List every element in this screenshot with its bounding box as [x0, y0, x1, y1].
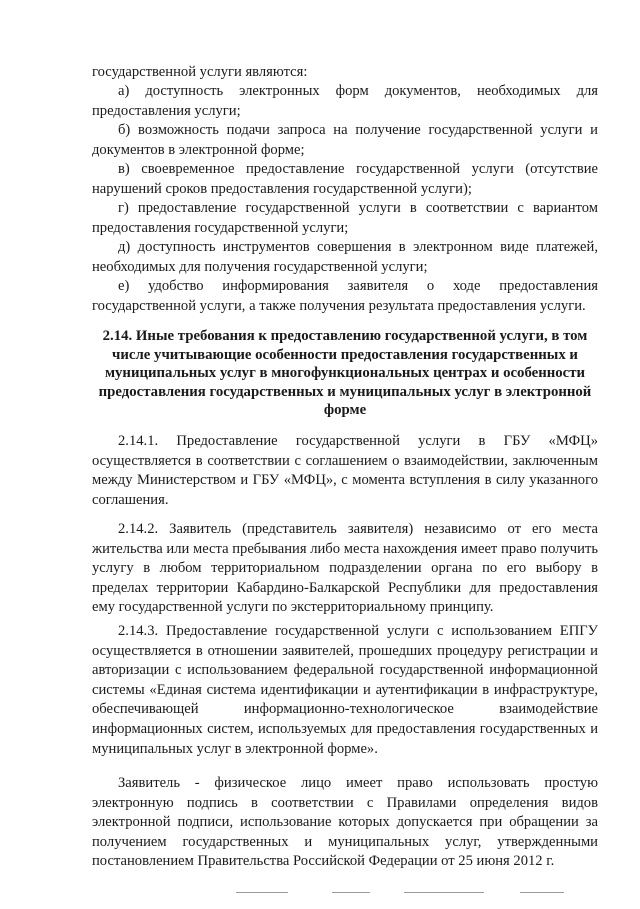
continuation-line: государственной услуги являются: [92, 64, 308, 80]
scan-artifact-line [520, 892, 564, 893]
scan-artifact-line [236, 892, 288, 893]
list-item-c: в) своевременное предоставление государственной услуги (отсутствие нарушений сроков предоставления государственной услуги); [92, 161, 598, 197]
list-item-e: д) доступность инструментов совершения в электронном виде платежей, необходимых для получения государственной услуги; [92, 239, 598, 275]
list-item-b: б) возможность подачи запроса на получение государственной услуги и документов в электронной форме; [92, 122, 598, 158]
scan-artifact-line [332, 892, 370, 893]
list-item-d: г) предоставление государственной услуги в соответствии с вариантом предоставления государственной услуги; [92, 200, 598, 236]
paragraph-2-14-2: 2.14.2. Заявитель (представитель заявителя) независимо от его места жительства или места пребывания либо места нахождения имеет право получить услугу в любом территориальном подразделении органа по его выбору в пределах территории Кабардино-Балкарской Республики для предоставления ему государственной услуги по экстерриториальному принципу. [92, 521, 598, 616]
scan-artifact-line [404, 892, 484, 893]
section-heading: 2.14. Иные требования к предоставлению государственной услуги, в том числе учитывающие особенности предоставления государственных и муниципальных услуг в многофункциональных центрах и особенности предоставления государственных и муниципальных услуг в электронной форме [98, 328, 592, 419]
paragraph-applicant: Заявитель - физическое лицо имеет право использовать простую электронную подпись в соответствии с Правилами определения видов электронной подписи, использование которых допускается при обращении за получением государственных и муниципальных услуг, утвержденными постановлением Правительства Российской Федерации от 25 июня 2012 г. [92, 775, 598, 870]
list-item-f: е) удобство информирования заявителя о ходе предоставления государственной услуги, а также получения результата предоставления услуги. [92, 278, 598, 314]
paragraph-2-14-3: 2.14.3. Предоставление государственной услуги с использованием ЕПГУ осуществляется в отношении заявителей, прошедших процедуру регистрации и авторизации с использованием федеральной государственной информационной системы «Единая система идентификации и аутентификации в инфраструктуре, обеспечивающей информационно-технологическое взаимодействие информационных систем, используемых для предоставления государственных и муниципальных услуг в электронной форме». [92, 623, 598, 757]
list-item-a: а) доступность электронных форм документов, необходимых для предоставления услуги; [92, 83, 598, 119]
paragraph-2-14-1: 2.14.1. Предоставление государственной услуги в ГБУ «МФЦ» осуществляется в соответствии с соглашением о взаимодействии, заключенным между Министерством и ГБУ «МФЦ», с момента вступления в силу указанного соглашения. [92, 433, 598, 508]
